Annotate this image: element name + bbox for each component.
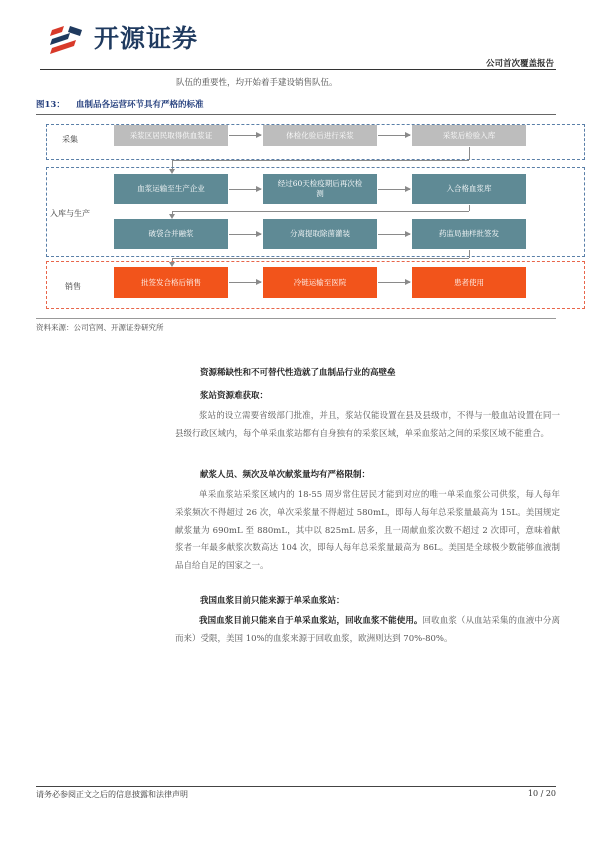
flow-arrow: [229, 234, 261, 235]
header-divider: [40, 69, 556, 70]
flow-connector: [469, 250, 470, 258]
figure-top-divider: [36, 114, 556, 115]
flow-connector: [172, 211, 469, 212]
paragraph-bold: 我国血浆目前只能来自于单采血浆站，回收血浆不能使用。: [199, 616, 423, 626]
intro-line: 队伍的重要性，均开始着手建设销售队伍。: [176, 78, 338, 88]
flow-box-production-1: 血浆运输至生产企业: [114, 174, 228, 204]
logo-text: 开源证券: [94, 24, 199, 53]
page-number: 10 / 20: [527, 789, 556, 798]
subheading: 献浆人员、频次及单次献浆量均有严格限制：: [200, 470, 371, 480]
collect-group-label: 采集: [62, 135, 78, 144]
subheading: 我国血浆目前只能来源于单采血浆站：: [200, 596, 345, 606]
production-group-label: 入库与生产: [50, 209, 90, 218]
paragraph-text: 回收血浆（从血站采集的血液中分离而来）受限，美国 10%的血浆来源于回收血浆，欧洲则达到 70%-80%。: [175, 616, 560, 644]
flow-connector: [469, 205, 470, 211]
sales-group-label: 销售: [65, 282, 81, 291]
flow-arrow: [378, 234, 410, 235]
flow-box-production-3: 入合格血浆库: [412, 174, 526, 204]
report-type: 公司首次覆盖报告: [485, 59, 554, 69]
flow-box-sales-1: 批签发合格后销售: [114, 267, 228, 298]
flow-box-sales-3: 患者使用: [412, 267, 526, 298]
flow-connector: [172, 258, 469, 259]
footer-divider: [36, 786, 556, 787]
flow-arrow: [378, 135, 410, 136]
flow-box-sales-2: 冷链运输至医院: [263, 267, 377, 298]
flow-box-production-2: 经过60天检疫期后再次检测: [263, 174, 377, 204]
flow-box-production-5: 分离提取除菌灌装: [263, 219, 377, 249]
section-title: 资源稀缺性和不可替代性造就了血制品行业的高壁垒: [200, 368, 396, 378]
flow-arrow: [378, 282, 410, 283]
figure-source: 资料来源：公司官网、开源证券研究所: [36, 323, 164, 332]
paragraph: 浆站的设立需要省级部门批准，并且，浆站仅能设置在县及县级市，不得与一般血站设置在同一县级行政区域内，每个单采血浆站都有自身独有的采浆区域，单采血浆站之间的采浆区域不能重合。: [175, 411, 560, 439]
flow-connector: [469, 147, 470, 160]
subheading: 浆站资源难获取：: [200, 391, 269, 401]
paragraph: [175, 613, 560, 649]
flow-arrow: [378, 189, 410, 190]
flow-connector: [172, 160, 469, 161]
flow-box-production-6: 药监局抽样批签发: [412, 219, 526, 249]
figure-bottom-divider: [36, 318, 556, 319]
figure-title: 血制品各运营环节具有严格的标准: [76, 100, 204, 110]
flow-box-collect-2: 体检化验后进行采浆: [263, 125, 377, 146]
flow-arrow: [229, 282, 261, 283]
figure-label: 图13：: [36, 100, 65, 110]
flow-box-collect-3: 采浆后检验入库: [412, 125, 526, 146]
flow-arrow: [229, 135, 261, 136]
flow-box-collect-1: 采浆区居民取得供血浆证: [114, 125, 228, 146]
flow-arrow: [229, 189, 261, 190]
footer-disclaimer: 请务必参阅正文之后的信息披露和法律声明: [36, 790, 188, 799]
paragraph: 单采血浆站采浆区域内的 18-55 周岁常住居民才能到对应的唯一单采血浆公司供浆，每人每年采浆频次不得超过 26 次，单次采浆量不得超过 580mL，即每人每年总采浆量最高为 15L。美国规定献浆量为 690mL 至 880mL，其中以 825mL 居多，且一周献血浆次数不超过 2 次即可，意味着献浆者一年最多献浆次数高达 104 次，即每人每年总采浆量最高为 86L。美国是全球极少数能够血液制品自给自足的国家之一。: [175, 490, 560, 572]
logo-icon: [50, 24, 88, 54]
flow-box-production-4: 破袋合并融浆: [114, 219, 228, 249]
